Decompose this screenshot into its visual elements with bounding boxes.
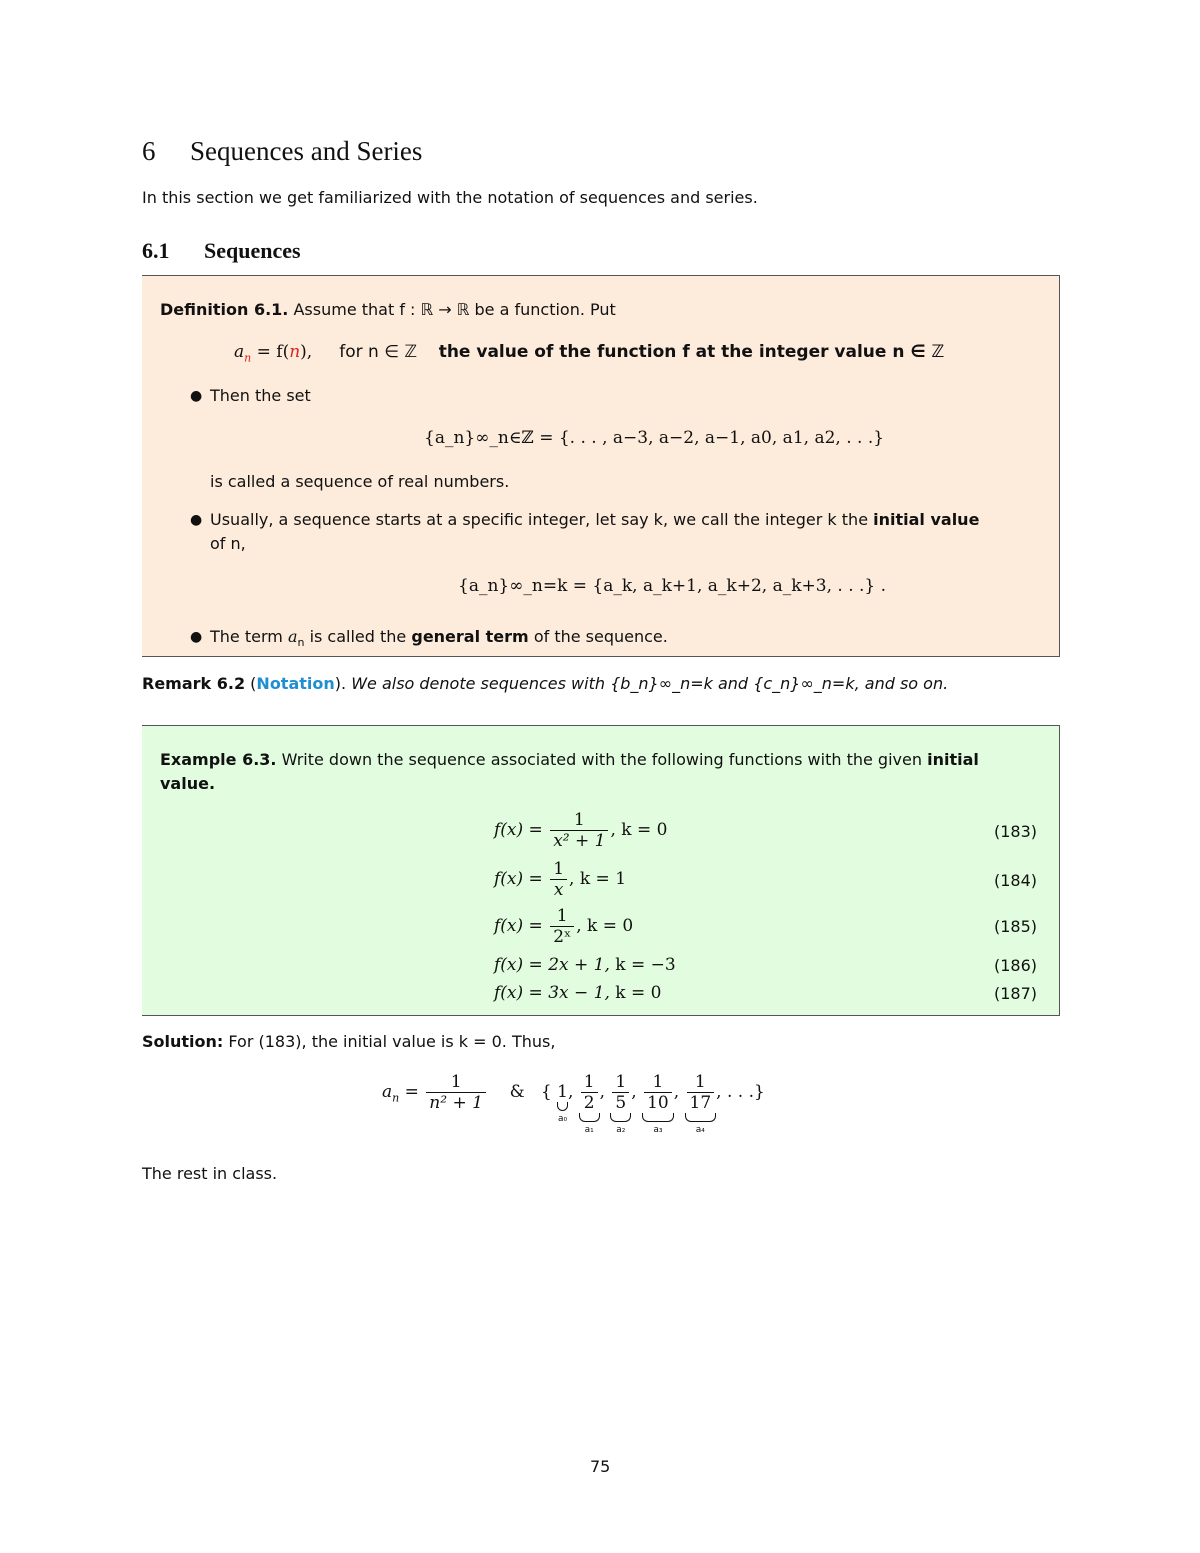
sol-term-4-label: a₄ xyxy=(695,1125,705,1135)
example-label: Example 6.3. xyxy=(160,750,277,769)
sol-tail: , . . .} xyxy=(716,1082,765,1102)
eq-mid: = f( xyxy=(251,342,290,362)
bullet-dot: ● xyxy=(190,512,203,528)
bullet3-bold: general term xyxy=(411,627,529,646)
bullet2-text xyxy=(210,510,979,529)
definition-text: Assume that f : ℝ → ℝ be a function. Put xyxy=(293,300,616,319)
remark-notation: Notation xyxy=(256,674,335,693)
solution-label: Solution: xyxy=(142,1032,224,1051)
equation-185 xyxy=(494,906,633,947)
bullet3-an: a xyxy=(287,627,298,646)
bullet3-b: is called the xyxy=(309,627,407,646)
bullet2-a: Usually, a sequence starts at a specific integer, let say k, we call the integer k the xyxy=(210,510,869,529)
sol-term-2-num: 1 xyxy=(615,1072,627,1092)
sol-term-3-den: 10 xyxy=(644,1092,672,1113)
section-title-text: Sequences and Series xyxy=(190,136,423,166)
eq186-rhs: k = −3 xyxy=(609,955,676,975)
sol-term-0 xyxy=(557,1082,568,1124)
section-number: 6 xyxy=(142,136,156,166)
sol-term-4-num: 1 xyxy=(694,1072,706,1092)
bullet3-c: of the sequence. xyxy=(533,627,668,646)
example-box xyxy=(142,725,1060,1016)
sol-term-4 xyxy=(685,1072,717,1135)
eq185-num: 1 xyxy=(556,906,568,926)
eqno-186: (186) xyxy=(993,956,1037,975)
equation-186 xyxy=(494,955,676,975)
equation-184 xyxy=(494,859,626,900)
eq183-frac xyxy=(550,810,608,851)
sol-term-2 xyxy=(610,1072,631,1135)
remark-label: Remark 6.2 xyxy=(142,674,246,693)
definition-box xyxy=(142,275,1060,657)
eq-n: n xyxy=(289,342,301,362)
bullet-dot: ● xyxy=(190,629,203,645)
definition-heading xyxy=(160,300,616,319)
eq185-den: 2ˣ xyxy=(550,926,574,947)
sol-term-1-den: 2 xyxy=(581,1092,598,1113)
bullet1-tail: is called a sequence of real numbers. xyxy=(210,472,510,491)
eq183-den: x² + 1 xyxy=(550,830,608,851)
solution-line xyxy=(142,1032,555,1051)
sol-an-frac xyxy=(426,1072,486,1113)
sol-amp: & xyxy=(509,1082,525,1102)
solution-equation: $a_n$ = $\frac{1}{\text{n² + 1}}$ & { 1 a₀ , $\frac{1}{2}$ a₁ , $\frac{1}{5}$ a₂ , $\frac{1}{10}$ a₃ , $\frac{1}{17}$ a₄ , . . .} xyxy=(382,1072,765,1135)
sol-term-1 xyxy=(579,1072,600,1135)
k-set-equation: {a_n}∞_n=k = {a_k, a_k+1, a_k+2, a_k+3, . . .} . xyxy=(458,576,887,596)
bullet2-b: of n, xyxy=(210,534,246,553)
eq183-num: 1 xyxy=(573,810,585,830)
sol-an: $a_n$ = xyxy=(382,1082,419,1105)
bullet3-sub: n xyxy=(297,636,305,650)
set-equation: {a_n}∞_n∈ℤ = {. . . , a−3, a−2, a−1, a0, a1, a2, . . .} xyxy=(424,428,885,448)
bullet3-a: The term xyxy=(210,627,283,646)
eq-end: ), xyxy=(300,342,313,362)
bullet-dot: ● xyxy=(190,388,203,404)
definition-label: Definition 6.1. xyxy=(160,300,289,319)
sol-term-3-label: a₃ xyxy=(653,1125,663,1135)
example-text: Write down the sequence associated with the following functions with the given xyxy=(281,750,922,769)
eq-bold: the value of the function f at the integer value n ∈ ℤ xyxy=(438,342,945,362)
sol-term-2-label: a₂ xyxy=(616,1125,626,1135)
bullet2-bold: initial value xyxy=(873,510,980,529)
eq184-lhs: f(x) = xyxy=(494,869,543,889)
equation-183 xyxy=(494,810,667,851)
subsection-number: 6.1 xyxy=(142,238,170,263)
sol-an-num: 1 xyxy=(450,1072,462,1092)
sol-term-1-label: a₁ xyxy=(584,1125,594,1135)
definition-equation xyxy=(234,342,944,364)
section-title xyxy=(142,136,422,167)
eqno-187: (187) xyxy=(993,984,1037,1003)
eq186-lhs: f(x) = 2x + 1, xyxy=(494,955,610,975)
sol-term-0-label: a₀ xyxy=(557,1114,568,1124)
eq184-den: x xyxy=(550,879,567,900)
sol-term-0-num: 1 xyxy=(557,1082,568,1102)
intro-paragraph: In this section we get familiarized with the notation of sequences and series. xyxy=(142,188,758,207)
eq187-rhs: k = 0 xyxy=(609,983,662,1003)
subsection-title xyxy=(142,238,301,264)
subsection-title-text: Sequences xyxy=(204,238,301,263)
eqno-184: (184) xyxy=(993,871,1037,890)
example-bold2: value. xyxy=(160,774,216,793)
eq-for: for n ∈ ℤ xyxy=(339,342,418,362)
page-number: 75 xyxy=(590,1457,611,1476)
sol-term-3-num: 1 xyxy=(652,1072,664,1092)
eq184-rhs: , k = 1 xyxy=(569,869,627,889)
bullet1-text: Then the set xyxy=(210,386,311,405)
eq-a: a xyxy=(234,342,245,362)
bullet3-text xyxy=(210,627,668,649)
remark: Remark 6.2 (Notation). We also denote sequences with {b_n}∞_n=k and {c_n}∞_n=k, and so on. xyxy=(142,674,949,693)
example-bold: initial xyxy=(927,750,979,769)
eq184-frac xyxy=(550,859,567,900)
eqno-185: (185) xyxy=(993,917,1037,936)
eqno-183: (183) xyxy=(993,822,1037,841)
eq185-rhs: , k = 0 xyxy=(576,916,634,936)
eq184-num: 1 xyxy=(553,859,565,879)
sol-term-2-den: 5 xyxy=(612,1092,629,1113)
rest-in-class: The rest in class. xyxy=(142,1164,278,1183)
eq183-rhs: , k = 0 xyxy=(610,820,668,840)
eq183-lhs: f(x) = xyxy=(494,820,543,840)
example-heading xyxy=(160,750,979,769)
eq185-frac xyxy=(550,906,574,947)
sol-term-3 xyxy=(642,1072,674,1135)
equation-187 xyxy=(494,983,661,1003)
remark-text: We also denote sequences with {b_n}∞_n=k and {c_n}∞_n=k, and so on. xyxy=(351,674,949,693)
sol-term-4-den: 17 xyxy=(687,1092,715,1113)
sol-term-1-num: 1 xyxy=(583,1072,595,1092)
eq185-lhs: f(x) = xyxy=(494,916,543,936)
sol-an-den: n² + 1 xyxy=(426,1092,486,1113)
solution-text: For (183), the initial value is k = 0. Thus, xyxy=(228,1032,556,1051)
eq187-lhs: f(x) = 3x − 1, xyxy=(494,983,610,1003)
eq-sub: n xyxy=(244,351,252,365)
